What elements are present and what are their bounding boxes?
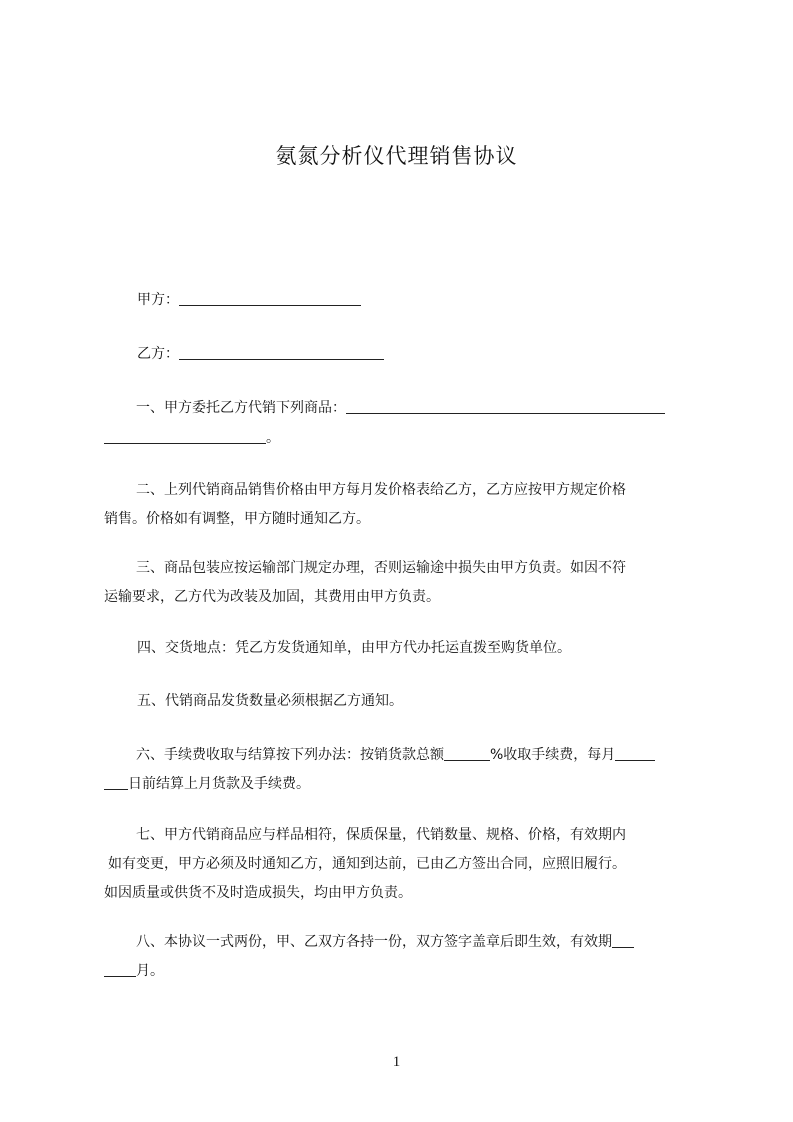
clause-7-line-1: 七、甲方代销商品应与样品相符，保质保量，代销数量、规格、价格，有效期内 (136, 827, 626, 843)
clause-1-line-1 (136, 393, 701, 423)
clause-4: 四、交货地点：凭乙方发货通知单，由甲方代办托运直拨至购货单位。 (137, 640, 571, 656)
party-a-label: 甲方： (137, 292, 179, 308)
clause-8-term-blank-a[interactable] (612, 933, 634, 948)
clause-6-part-3: 日前结算上月货款及手续费。 (128, 776, 310, 792)
clause-8-line-1 (136, 927, 701, 957)
party-b-label: 乙方： (137, 346, 179, 362)
clause-1-line-2 (104, 423, 701, 453)
party-b-blank[interactable] (179, 345, 384, 360)
clause-8-line-2 (104, 956, 701, 986)
clause-6-line-2 (104, 769, 701, 799)
party-a-line (137, 285, 734, 315)
clause-6-day-blank-a[interactable] (615, 746, 655, 761)
clause-8-term-blank-b[interactable] (104, 962, 136, 977)
page-number: 1 (392, 1054, 401, 1070)
clause-7-line-3: 如因质量或供货不及时造成损失，均由甲方负责。 (104, 885, 412, 901)
clause-7-line-2: 如有变更，甲方必须及时通知乙方，通知到达前，已由乙方签出合同，应照旧履行。 (108, 856, 626, 872)
clause-6-part-2: %收取手续费，每月 (490, 747, 616, 763)
clause-6-line-1 (136, 740, 701, 770)
clause-1-blank-a[interactable] (346, 399, 665, 414)
clause-2-line-1: 二、上列代销商品销售价格由甲方每月发价格表给乙方，乙方应按甲方规定价格 (136, 482, 626, 498)
clause-1-end: 。 (266, 430, 280, 446)
clause-5: 五、代销商品发货数量必须根据乙方通知。 (137, 693, 403, 709)
clause-6-part-1: 六、手续费收取与结算按下列办法：按销货款总额 (136, 747, 444, 763)
clause-3-line-2: 运输要求，乙方代为改装及加固，其费用由甲方负责。 (104, 589, 440, 605)
clause-8-part-2: 月。 (136, 963, 164, 979)
document-title: 氨氮分析仪代理销售协议 (275, 144, 518, 168)
clause-1-blank-b[interactable] (104, 429, 266, 444)
clause-1-text: 一、甲方委托乙方代销下列商品： (136, 400, 346, 416)
clause-6-rate-blank[interactable] (444, 746, 490, 761)
clause-8-part-1: 八、本协议一式两份，甲、乙双方各持一份，双方签字盖章后即生效，有效期 (136, 934, 612, 950)
clause-3-line-1: 三、商品包装应按运输部门规定办理，否则运输途中损失由甲方负责。如因不符 (136, 560, 626, 576)
party-a-blank[interactable] (179, 291, 361, 306)
clause-6-day-blank-b[interactable] (104, 775, 128, 790)
party-b-line (137, 339, 734, 369)
clause-2-line-2: 销售。价格如有调整，甲方随时通知乙方。 (104, 511, 370, 527)
